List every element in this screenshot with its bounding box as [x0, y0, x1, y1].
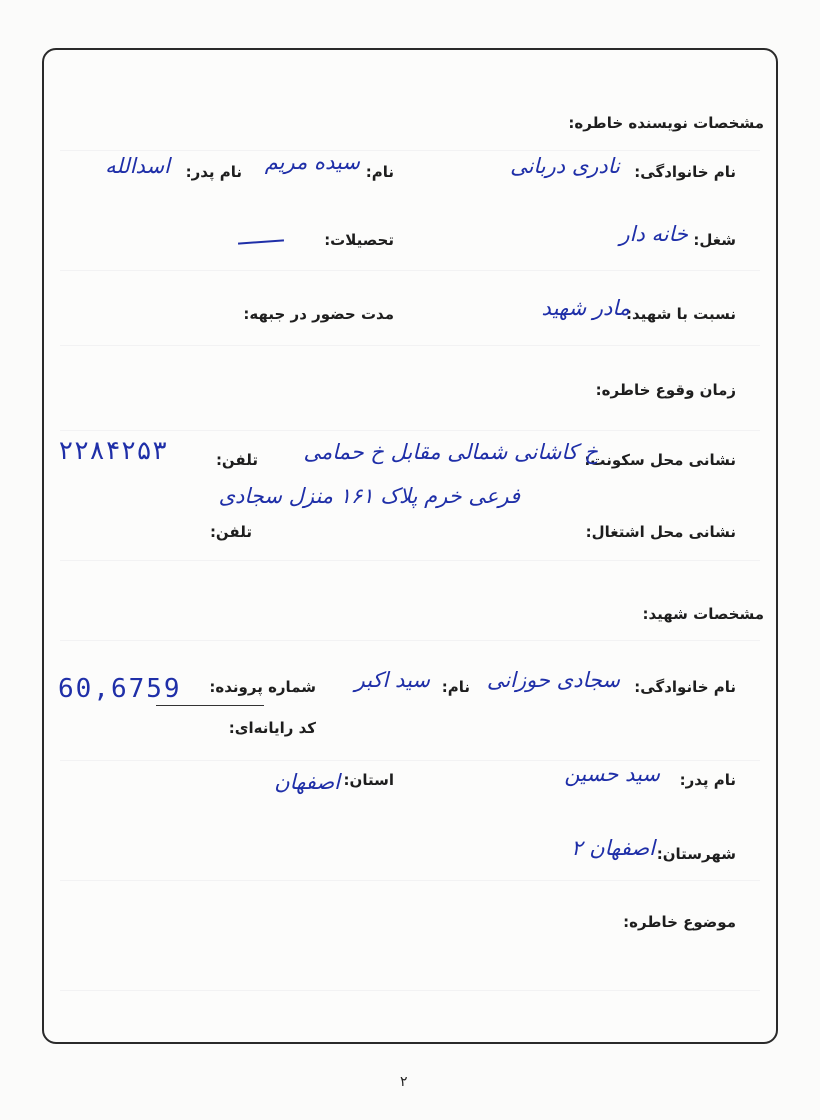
form-frame: [42, 48, 778, 1044]
writer-address-line1: خ کاشانی شمالی مقابل خ حمامی: [303, 440, 598, 464]
martyr-province-value: اصفهان: [274, 770, 340, 794]
writer-relation-label: نسبت با شهید:: [625, 305, 736, 323]
martyr-city-value: اصفهان ۲: [571, 836, 655, 860]
martyr-computer-code-label: کد رایانه‌ای:: [228, 719, 316, 737]
writer-address-line2: فرعی خرم پلاک ۱۶۱ منزل سجادی: [218, 484, 520, 508]
writer-name-label: نام:: [365, 163, 394, 181]
writer-family-label: نام خانوادگی:: [634, 163, 736, 181]
martyr-memory-subject-label: موضوع خاطره:: [623, 913, 736, 931]
show-through-line: [60, 760, 760, 761]
writer-relation-value: مادر شهید: [541, 296, 630, 320]
show-through-line: [60, 880, 760, 881]
writer-section-heading: مشخصات نویسنده خاطره:: [568, 114, 764, 132]
writer-education-label: تحصیلات:: [324, 231, 394, 249]
writer-family-value: نادری دربانی: [510, 154, 620, 178]
martyr-province-label: استان:: [343, 771, 394, 789]
martyr-section-heading: مشخصات شهید:: [642, 605, 764, 623]
writer-event-time-label: زمان وقوع خاطره:: [595, 381, 736, 399]
martyr-file-number-label: شماره پرونده:: [209, 678, 316, 696]
show-through-line: [60, 150, 760, 151]
writer-father-label: نام پدر:: [185, 163, 242, 181]
martyr-family-label: نام خانوادگی:: [634, 678, 736, 696]
writer-address-label: نشانی محل سکونت:: [584, 451, 736, 469]
martyr-name-label: نام:: [441, 678, 470, 696]
writer-work-phone-label: تلفن:: [209, 523, 252, 541]
writer-name-value: سیده مریم: [264, 150, 360, 174]
martyr-family-value: سجادی حوزانی: [486, 668, 620, 692]
show-through-line: [60, 640, 760, 641]
show-through-line: [60, 345, 760, 346]
show-through-line: [60, 430, 760, 431]
file-number-underline: [156, 705, 264, 706]
show-through-line: [60, 560, 760, 561]
show-through-line: [60, 990, 760, 991]
martyr-father-label: نام پدر:: [679, 771, 736, 789]
martyr-file-number-value: 60,6759: [58, 674, 182, 704]
page-number: ۲: [400, 1074, 408, 1090]
writer-job-label: شغل:: [693, 231, 736, 249]
writer-father-value: اسدالله: [105, 154, 170, 178]
writer-job-value: خانه دار: [619, 222, 688, 246]
writer-phone-label: تلفن:: [215, 451, 258, 469]
martyr-name-value: سید اکبر: [354, 668, 430, 692]
show-through-line: [60, 270, 760, 271]
writer-work-address-label: نشانی محل اشتغال:: [585, 523, 736, 541]
writer-phone-value: ۲۲۸۴۲۵۳: [58, 436, 168, 466]
martyr-city-label: شهرستان:: [656, 845, 736, 863]
writer-front-duration-label: مدت حضور در جبهه:: [243, 305, 394, 323]
martyr-father-value: سید حسین: [564, 762, 660, 786]
